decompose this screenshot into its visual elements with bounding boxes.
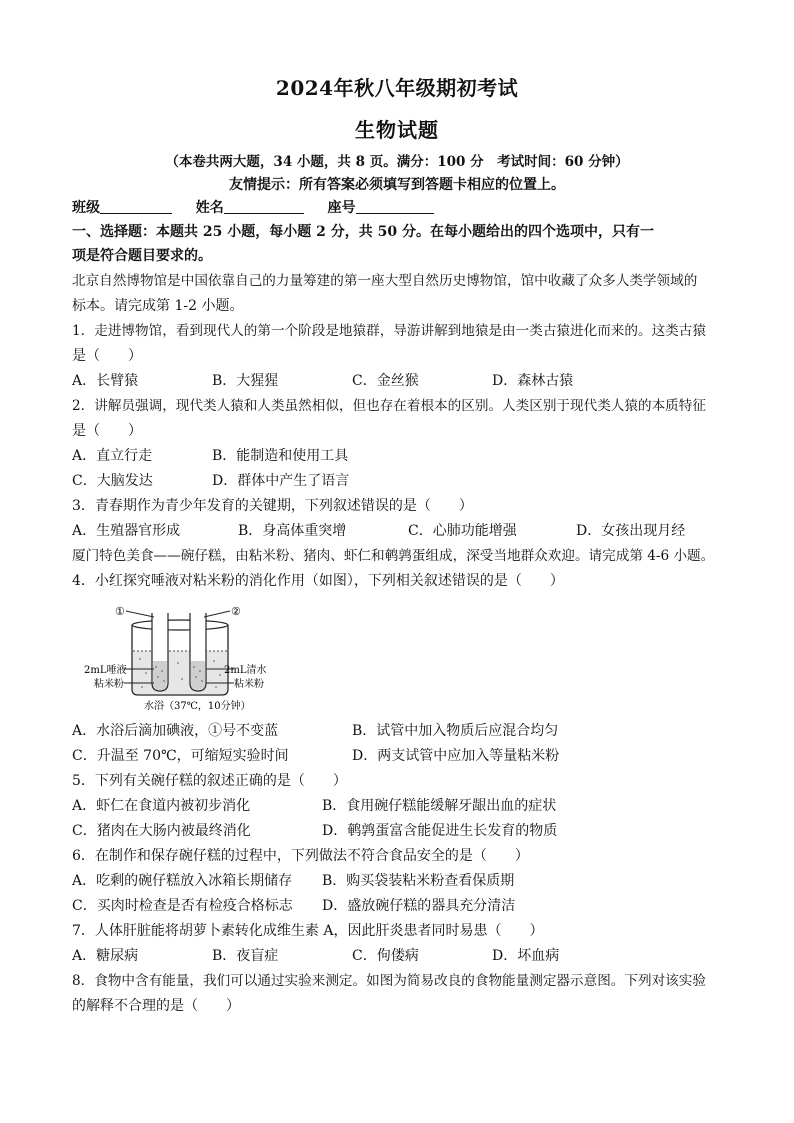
q4-stem: 4．小红探究唾液对粘米粉的消化作用（如图），下列相关叙述错误的是（ ）: [72, 573, 564, 589]
class-blank: [100, 199, 172, 214]
q7-option-d: D．坏血病: [492, 948, 560, 964]
q1-option-a: A．长臂猿: [72, 373, 139, 389]
beaker-rim: [132, 620, 228, 630]
q8-stem-line2: 的解释不合理的是（ ）: [72, 998, 240, 1014]
left-label-ricepowder: 粘米粉: [94, 679, 124, 690]
q6-option-b: B．购买袋装粘米粉查看保质期: [322, 873, 515, 889]
q6-option-a: A．吃剩的碗仔糕放入冰箱长期储存: [72, 873, 293, 889]
q5-option-d: D．鹌鹑蛋富含能促进生长发育的物质: [322, 823, 558, 839]
q1-option-c: C．金丝猴: [352, 373, 419, 389]
q5-stem: 5．下列有关碗仔糕的叙述正确的是（ ）: [72, 773, 347, 789]
right-label-water: 2mL清水: [224, 665, 267, 676]
q3-stem: 3．青春期作为青少年发育的关键期，下列叙述错误的是（ ）: [72, 498, 473, 514]
exam-subject: 生物试题: [355, 118, 439, 142]
passage1-line2: 标本。请完成第 1-2 小题。: [72, 298, 244, 314]
seat-blank: [356, 199, 434, 214]
exam-title: 2024年秋八年级期初考试: [275, 76, 519, 100]
right-label-ricepowder: 粘米粉: [234, 679, 264, 690]
student-info-row: [72, 198, 434, 218]
section1-heading-line1: 一、选择题：本题共 25 小题，每小题 2 分，共 50 分。在每小题给出的四个选项中，只有一: [72, 224, 654, 240]
q3-option-d: D．女孩出现月经: [576, 523, 686, 539]
class-label: 班级: [72, 200, 100, 216]
q1-stem-line2: 是（ ）: [72, 348, 142, 364]
q7-stem: 7．人体肝脏能将胡萝卜素转化成维生素 A，因此肝炎患者同时易患（ ）: [72, 923, 544, 939]
q5-option-b: B．食用碗仔糕能缓解牙龈出血的症状: [322, 798, 557, 814]
tube-2-label: ②: [231, 605, 241, 618]
q1-option-b: B．大猩猩: [212, 373, 279, 389]
q3-option-a: A．生殖器官形成: [72, 523, 181, 539]
q2-option-d: D．群体中产生了语言: [212, 473, 350, 489]
water-bath-diagram: [82, 603, 272, 713]
q3-option-b: B．身高体重突增: [238, 523, 347, 539]
q2-option-a: A．直立行走: [72, 448, 153, 464]
q4-experiment-figure: [82, 603, 272, 713]
q3-option-c: C．心肺功能增强: [408, 523, 517, 539]
tube-1-label: ①: [115, 605, 125, 618]
section1-heading-line2: 项是符合题目要求的。: [72, 248, 212, 264]
q6-option-d: D．盛放碗仔糕的器具充分清洁: [322, 898, 516, 914]
exam-info: （本卷共两大题，34 小题，共 8 页。满分：100 分 考试时间：60 分钟）: [165, 154, 629, 170]
exam-tip: 友情提示：所有答案必须填写到答题卡相应的位置上。: [229, 177, 565, 193]
q4-option-b: B．试管中加入物质后应混合均匀: [352, 723, 559, 739]
q1-option-d: D．森林古猿: [492, 373, 574, 389]
q5-option-a: A．虾仁在食道内被初步消化: [72, 798, 251, 814]
q6-stem: 6．在制作和保存碗仔糕的过程中，下列做法不符合食品安全的是（ ）: [72, 848, 529, 864]
name-blank: [224, 199, 304, 214]
seat-label: 座号: [327, 200, 356, 216]
q7-option-a: A．糖尿病: [72, 948, 139, 964]
q7-option-c: C．佝偻病: [352, 948, 419, 964]
q4-option-c: C．升温至 70℃，可缩短实验时间: [72, 748, 289, 764]
passage2-line1: 厦门特色美食——碗仔糕，由粘米粉、猪肉、虾仁和鹌鹑蛋组成，深受当地群众欢迎。请完成第 4-6 小题。: [72, 548, 715, 564]
tube-1-liquid: [153, 661, 167, 690]
q2-option-b: B．能制造和使用工具: [212, 448, 349, 464]
q8-stem-line1: 8．食物中含有能量，我们可以通过实验来测定。如图为简易改良的食物能量测定器示意图。下列对该实验: [72, 973, 706, 989]
q1-stem-line1: 1．走进博物馆，看到现代人的第一个阶段是地猿群，导游讲解到地猿是由一类古猿进化而来的。这类古猿: [72, 323, 706, 339]
q2-stem-line2: 是（ ）: [72, 423, 142, 439]
passage1-line1: 北京自然博物馆是中国依靠自己的力量筹建的第一座大型自然历史博物馆，馆中收藏了众多人类学领域的: [72, 273, 698, 289]
water-bath: [133, 651, 227, 694]
figure-caption: 水浴（37℃，10分钟）: [144, 701, 251, 712]
tube-2-liquid: [191, 661, 205, 690]
q6-option-c: C．买肉时检查是否有检疫合格标志: [72, 898, 293, 914]
left-label-saliva: 2mL唾液: [84, 665, 127, 676]
q2-stem-line1: 2．讲解员强调，现代类人猿和人类虽然相似，但也存在着根本的区别。人类区别于现代类人猿的本质特征: [72, 398, 706, 414]
q5-option-c: C．猪肉在大肠内被最终消化: [72, 823, 251, 839]
q2-option-c: C．大脑发达: [72, 473, 153, 489]
q7-option-b: B．夜盲症: [212, 948, 279, 964]
q4-option-d: D．两支试管中应加入等量粘米粉: [352, 748, 560, 764]
name-label: 姓名: [195, 200, 224, 216]
q4-option-a: A．水浴后滴加碘液，①号不变蓝: [72, 723, 279, 739]
